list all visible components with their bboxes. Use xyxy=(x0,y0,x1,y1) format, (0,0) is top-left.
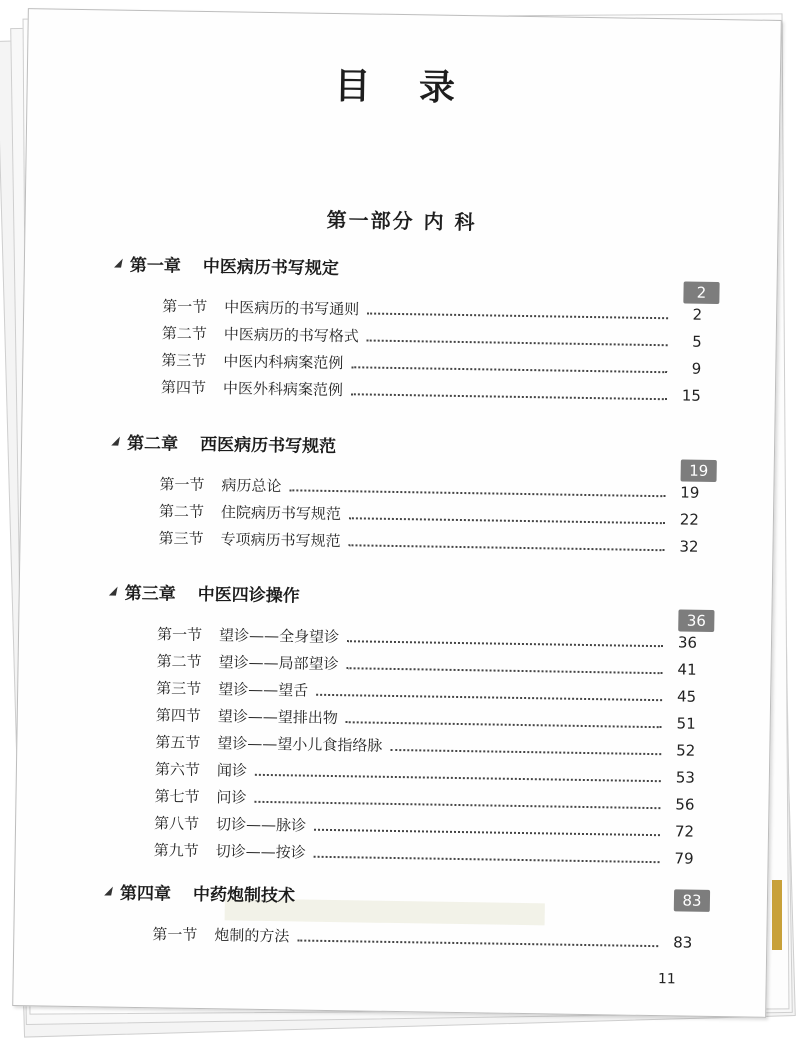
dot-leader xyxy=(289,489,665,497)
section-title: 切诊——按诊 xyxy=(215,842,306,862)
dot-leader xyxy=(351,366,667,373)
dot-leader xyxy=(314,829,660,836)
chapter-page-badge: 36 xyxy=(678,609,714,632)
chapter-4 xyxy=(104,878,705,952)
dot-leader xyxy=(351,393,667,400)
dot-leader xyxy=(349,517,665,524)
chapter-page-badge: 2 xyxy=(683,281,719,304)
section-page: 41 xyxy=(677,660,697,679)
section-number: 第六节 xyxy=(154,760,201,779)
section-title: 望诊——望小儿食指络脉 xyxy=(217,734,383,755)
chapter-2 xyxy=(111,429,712,556)
section-title: 问诊 xyxy=(216,788,247,807)
section-page: 45 xyxy=(676,687,697,706)
section-page: 51 xyxy=(676,714,696,733)
section-number: 第八节 xyxy=(153,814,200,833)
dot-leader xyxy=(255,774,661,782)
section-entry[interactable] xyxy=(152,923,692,958)
section-page: 9 xyxy=(691,359,702,378)
section-number: 第二节 xyxy=(161,324,207,343)
section-number: 第九节 xyxy=(153,841,199,860)
section-number: 第一节 xyxy=(152,925,198,944)
section-page: 2 xyxy=(692,305,703,324)
section-title: 中医病历的书写格式 xyxy=(223,325,359,346)
triangle-icon xyxy=(109,587,118,596)
book-edge xyxy=(772,880,782,950)
chapter-title: 中药炮制技术 xyxy=(192,884,296,907)
section-title: 病历总论 xyxy=(221,476,282,496)
dot-leader xyxy=(347,667,663,674)
section-title: 住院病历书写规范 xyxy=(220,503,342,524)
chapter-number: 第三章 xyxy=(124,583,176,605)
triangle-icon xyxy=(114,259,123,268)
section-list xyxy=(153,623,697,874)
section-page: 19 xyxy=(680,483,700,502)
section-page: 22 xyxy=(679,510,700,529)
section-number: 第五节 xyxy=(155,733,201,752)
page-title: 目 录 xyxy=(334,65,474,110)
section-number: 第七节 xyxy=(154,787,200,806)
part-heading: 第一部分 内 科 xyxy=(326,207,477,235)
section-number: 第三节 xyxy=(156,679,202,698)
triangle-icon xyxy=(104,886,113,895)
dot-leader xyxy=(348,544,664,551)
section-number: 第三节 xyxy=(158,529,204,548)
toc-page xyxy=(12,8,782,1018)
section-list xyxy=(158,473,699,562)
section-title: 闻诊 xyxy=(216,761,248,780)
section-number: 第一节 xyxy=(159,475,205,494)
section-title: 专项病历书写规范 xyxy=(220,530,341,551)
section-page: 52 xyxy=(676,741,696,760)
chapter-title: 中医病历书写规定 xyxy=(202,256,339,280)
chapter-page-badge: 83 xyxy=(674,889,710,912)
section-title: 炮制的方法 xyxy=(214,926,290,946)
section-title: 望诊——望舌 xyxy=(218,680,309,700)
dot-leader xyxy=(254,801,660,809)
chapter-1 xyxy=(114,251,715,405)
dot-leader xyxy=(314,856,660,863)
dot-leader xyxy=(390,749,661,755)
chapter-number: 第四章 xyxy=(119,883,172,905)
section-title: 中医内科病案范例 xyxy=(223,352,344,373)
section-page: 72 xyxy=(674,822,695,841)
dot-leader xyxy=(346,721,662,728)
section-page: 32 xyxy=(679,537,699,556)
dot-leader xyxy=(367,313,668,320)
section-number: 第三节 xyxy=(161,351,207,370)
dot-leader xyxy=(316,694,662,701)
section-number: 第二节 xyxy=(158,502,205,521)
chapter-3 xyxy=(109,578,710,868)
section-page: 53 xyxy=(675,768,696,787)
section-number: 第一节 xyxy=(162,297,208,316)
section-page: 79 xyxy=(674,849,694,868)
chapter-number: 第二章 xyxy=(126,433,179,455)
section-page: 36 xyxy=(677,633,698,652)
section-number: 第四节 xyxy=(160,378,207,397)
dot-leader xyxy=(367,340,668,347)
chapter-page-badge: 19 xyxy=(681,459,717,482)
section-list xyxy=(152,923,692,958)
section-title: 望诊——全身望诊 xyxy=(218,626,340,647)
chapter-number: 第一章 xyxy=(129,255,182,277)
section-title: 望诊——局部望诊 xyxy=(218,653,339,674)
section-page: 83 xyxy=(673,933,693,952)
section-title: 中医病历的书写通则 xyxy=(224,298,360,319)
chapter-title: 西医病历书写规范 xyxy=(199,434,337,458)
section-page: 56 xyxy=(675,795,695,814)
page-number: 11 xyxy=(657,971,676,988)
section-title: 中医外科病案范例 xyxy=(222,379,344,400)
dot-leader xyxy=(347,640,663,647)
section-list xyxy=(161,295,703,411)
section-page: 15 xyxy=(681,386,702,405)
chapter-title: 中医四诊操作 xyxy=(197,584,300,607)
triangle-icon xyxy=(111,437,120,446)
section-number: 第四节 xyxy=(155,706,201,725)
section-number: 第一节 xyxy=(156,625,203,644)
section-title: 切诊——脉诊 xyxy=(215,815,307,835)
section-number: 第二节 xyxy=(156,652,202,671)
dot-leader xyxy=(297,939,658,947)
section-title: 望诊——望排出物 xyxy=(217,707,338,728)
section-page: 5 xyxy=(692,332,702,351)
